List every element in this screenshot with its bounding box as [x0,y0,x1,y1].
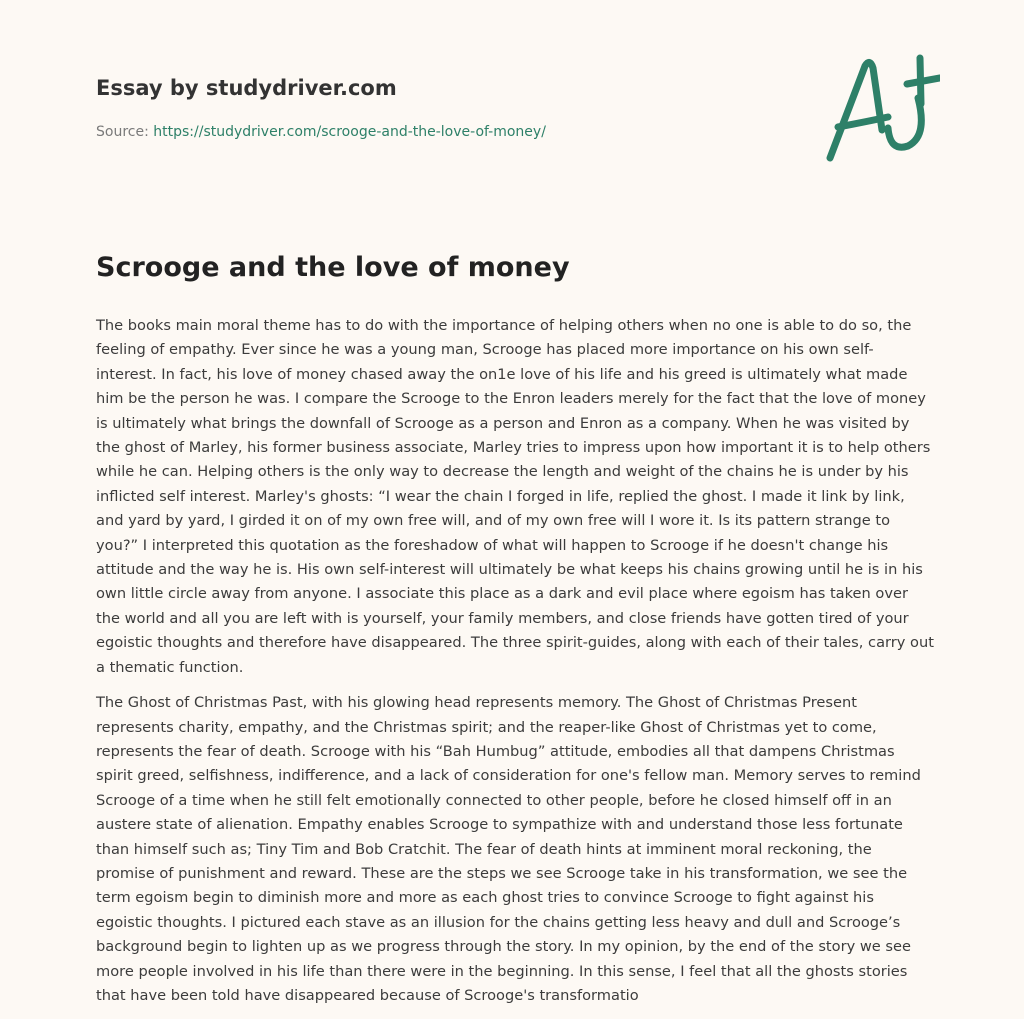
site-brand: Essay by studydriver.com [96,76,397,100]
paragraph: The books main moral theme has to do with the importance of helping others when no one is able to do so, the feeling of empathy. Ever since he was a young man, Scrooge has placed more importance on his own self-interest. In fact, his love of money chased away the on1e love of his life and his greed is ultimately what made him be the person he was. I compare the Scrooge to the Enron leaders merely for the fact that the love of money is ultimately what brings the downfall of Scrooge as a person and Enron as a company. When he was visited by the ghost of Marley, his former business associate, Marley tries to impress upon how important it is to help others while he can. Helping others is the only way to decrease the length and weight of the chains he is under by his inflicted self interest. Marley's ghosts: “I wear the chain I forged in life, replied the ghost. I made it link by link, and yard by yard, I girded it on of my own free will, and of my own free will I wore it. Is its pattern strange to you?” I interpreted this quotation as the foreshadow of what will happen to Scrooge if he doesn't change his attitude and the way he is. His own self-interest will ultimately be what keeps his chains growing until he is in his own little circle away from anyone. I associate this place as a dark and evil place where egoism has taken over the world and all you are left with is yourself, your family members, and close friends have gotten tired of your egoistic thoughts and therefore have disappeared. The three spirit-guides, along with each of their tales, carry out a thematic function. [96,317,934,676]
article-title: Scrooge and the love of money [96,252,570,283]
a-plus-logo-icon [820,40,940,170]
source-line [96,124,546,140]
paragraph: The Ghost of Christmas Past, with his glowing head represents memory. The Ghost of Christmas Present represents charity, empathy, and the Christmas spirit; and the reaper-like Ghost of Christmas yet to come, represents the fear of death. Scrooge with his “Bah Humbug” attitude, embodies all that dampens Christmas spirit greed, selfishness, indifference, and a lack of consideration for one's fellow man. Memory serves to remind Scrooge of a time when he still felt emotionally connected to other people, before he closed himself off in an austere state of alienation. Empathy enables Scrooge to sympathize with and understand those less fortunate than himself such as; Tiny Tim and Bob Cratchit. The fear of death hints at imminent moral reckoning, the promise of punishment and reward. These are the steps we see Scrooge take in his transformation, we see the term egoism begin to diminish more and more as each ghost tries to convince Scrooge to fight against his egoistic thoughts. I pictured each stave as an illusion for the chains getting less heavy and dull and Scrooge’s background begin to lighten up as we progress through the story. In my opinion, by the end of the story we see more people involved in his life than there were in the beginning. In this sense, I feel that all the ghosts stories that have been told have disappeared because of Scrooge's transformatio [96,694,921,1004]
source-label: Source: [96,124,149,140]
source-link[interactable]: https://studydriver.com/scrooge-and-the-love-of-money/ [153,124,546,140]
article-body [96,314,934,1019]
